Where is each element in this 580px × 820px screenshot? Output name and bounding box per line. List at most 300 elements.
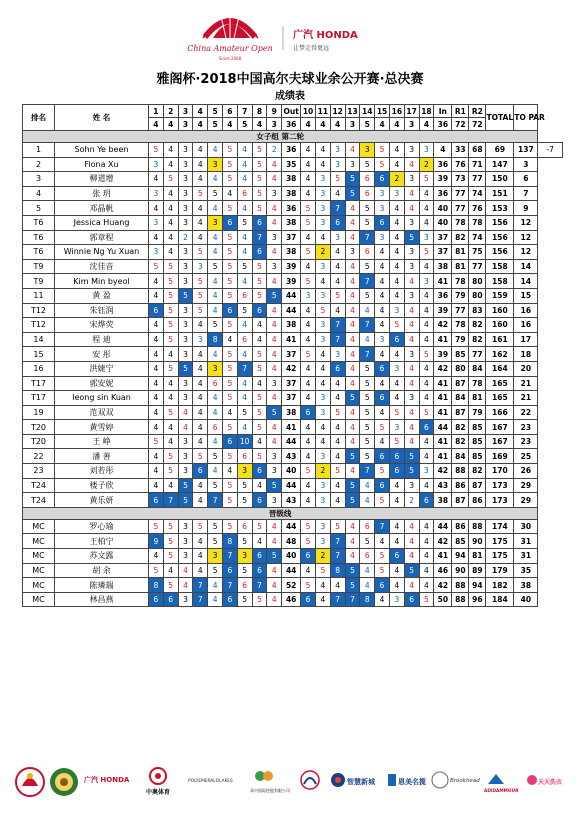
hole-header: 16 <box>389 105 404 118</box>
hole-score: 4 <box>375 434 390 449</box>
hole-header: 7 <box>237 105 252 118</box>
hole-score: 2 <box>404 493 419 508</box>
in-score: 41 <box>434 434 452 449</box>
in-score: 36 <box>434 157 452 172</box>
hole-score: 4 <box>330 478 345 493</box>
round-score: 75 <box>469 245 486 260</box>
hole-score: 6 <box>149 592 164 607</box>
out-score: 38 <box>282 405 301 420</box>
hole-score: 6 <box>222 592 237 607</box>
hole-score: 5 <box>163 288 178 303</box>
to-par-score: 7 <box>514 186 538 201</box>
hole-score: 7 <box>252 578 267 593</box>
par-header: 4 <box>315 118 330 131</box>
hole-score: 5 <box>163 549 178 564</box>
in-score: 36 <box>434 288 452 303</box>
to-par-score: 35 <box>514 563 538 578</box>
player-name: Kim Min byeol <box>55 274 149 289</box>
hole-score: 5 <box>222 157 237 172</box>
par-header: 72 <box>452 118 469 131</box>
total-score: 175 <box>486 549 514 564</box>
hole-score: 5 <box>389 434 404 449</box>
round-score: 82 <box>469 332 486 347</box>
hole-score: 6 <box>360 549 375 564</box>
hole-score: 4 <box>389 157 404 172</box>
player-name: 王柏宁 <box>55 534 149 549</box>
hole-score: 4 <box>163 391 178 406</box>
player-name: 陈璘瑞 <box>55 578 149 593</box>
out-score: 38 <box>282 172 301 187</box>
player-name: 王 峥 <box>55 434 149 449</box>
hole-score: 4 <box>252 478 267 493</box>
hole-score: 5 <box>208 563 223 578</box>
hole-score: 4 <box>301 318 316 333</box>
hole-score: 5 <box>301 274 316 289</box>
hole-score: 3 <box>315 318 330 333</box>
hole-score: 4 <box>330 303 345 318</box>
hole-score: 6 <box>375 361 390 376</box>
hole-header: R1 <box>452 105 469 118</box>
hole-score: 5 <box>252 449 267 464</box>
hole-score: 5 <box>222 493 237 508</box>
hole-score: 5 <box>301 347 316 362</box>
hole-score: 3 <box>315 493 330 508</box>
out-score: 44 <box>282 563 301 578</box>
hole-score: 4 <box>193 420 208 435</box>
hole-score: 5 <box>252 519 267 534</box>
hole-score: 5 <box>222 172 237 187</box>
in-score: 4 <box>434 143 452 158</box>
hole-score: 5 <box>315 303 330 318</box>
hole-score: 3 <box>267 493 282 508</box>
hole-score: 3 <box>345 245 360 260</box>
hole-score: 9 <box>149 534 164 549</box>
hole-score: 3 <box>419 274 434 289</box>
hole-score: 4 <box>193 563 208 578</box>
hole-score: 4 <box>149 549 164 564</box>
hole-score: 5 <box>208 318 223 333</box>
hole-score: 5 <box>375 143 390 158</box>
hole-score: 4 <box>419 376 434 391</box>
hole-score: 3 <box>315 201 330 216</box>
hole-score: 4 <box>419 549 434 564</box>
hole-score: 4 <box>267 245 282 260</box>
hole-score: 4 <box>419 201 434 216</box>
player-position: T17 <box>23 391 55 406</box>
hole-score: 5 <box>330 464 345 479</box>
hole-score: 5 <box>419 245 434 260</box>
par-header: 4 <box>330 118 345 131</box>
to-par-score: 12 <box>514 230 538 245</box>
hole-score: 5 <box>252 361 267 376</box>
hole-score: 5 <box>252 347 267 362</box>
hole-score: 4 <box>193 549 208 564</box>
hole-score: 4 <box>345 274 360 289</box>
round-score: 90 <box>452 563 469 578</box>
player-row <box>23 303 563 318</box>
hole-score: 3 <box>404 478 419 493</box>
round-score: 96 <box>469 592 486 607</box>
hole-score: 4 <box>330 259 345 274</box>
hole-score: 3 <box>267 449 282 464</box>
hole-score: 5 <box>222 361 237 376</box>
hole-score: 4 <box>315 434 330 449</box>
hole-score: 6 <box>237 288 252 303</box>
hole-score: 4 <box>149 347 164 362</box>
round-score: 87 <box>452 405 469 420</box>
player-row <box>23 578 563 593</box>
sponsor-slogan: 让梦走得更远 <box>293 45 330 52</box>
hole-score: 4 <box>330 376 345 391</box>
player-name: 沈佳音 <box>55 259 149 274</box>
hole-header: 1 <box>149 105 164 118</box>
hole-score: 3 <box>360 143 375 158</box>
round-score: 74 <box>469 186 486 201</box>
player-row <box>23 259 563 274</box>
par-header: 3 <box>267 118 282 131</box>
footer-emblem-4 <box>255 771 273 781</box>
name-header: 姓 名 <box>55 105 149 131</box>
hole-score: 4 <box>389 288 404 303</box>
round-score: 82 <box>469 318 486 333</box>
total-score: 174 <box>486 519 514 534</box>
player-position: MC <box>23 519 55 534</box>
hole-score: 5 <box>149 143 164 158</box>
player-row <box>23 563 563 578</box>
hole-score: 4 <box>389 478 404 493</box>
to-par-score: 21 <box>514 391 538 406</box>
hole-score: 5 <box>163 464 178 479</box>
hole-score: 4 <box>237 391 252 406</box>
par-header: 4 <box>222 118 237 131</box>
hole-score: 7 <box>345 592 360 607</box>
hole-score: 4 <box>389 493 404 508</box>
hole-score: 6 <box>208 376 223 391</box>
footer-emblem-9 <box>488 774 504 784</box>
hole-score: 4 <box>301 303 316 318</box>
hole-score: 4 <box>345 347 360 362</box>
hole-header: 2 <box>163 105 178 118</box>
round-score: 81 <box>452 259 469 274</box>
to-par-score: 31 <box>514 549 538 564</box>
hole-score: 5 <box>237 493 252 508</box>
footer-sponsor-zhihui: 智慧新城 <box>347 778 375 786</box>
hole-score: 4 <box>149 391 164 406</box>
hole-score: 4 <box>267 434 282 449</box>
player-row <box>23 464 563 479</box>
hole-score: 6 <box>222 303 237 318</box>
hole-score: 3 <box>315 534 330 549</box>
total-score: 169 <box>486 449 514 464</box>
hole-score: 3 <box>315 288 330 303</box>
hole-score: 4 <box>208 288 223 303</box>
footer-sponsor-brookhead: Brookhead <box>450 778 480 784</box>
hole-score: 4 <box>315 157 330 172</box>
hole-score: 4 <box>163 186 178 201</box>
player-name: 胡 余 <box>55 563 149 578</box>
player-row <box>23 478 563 493</box>
hole-score: 4 <box>389 201 404 216</box>
hole-score: 4 <box>345 259 360 274</box>
hole-score: 4 <box>301 157 316 172</box>
round-score: 88 <box>452 464 469 479</box>
hole-score: 5 <box>222 274 237 289</box>
player-position: 14 <box>23 332 55 347</box>
hole-score: 4 <box>419 332 434 347</box>
round-score: 88 <box>469 519 486 534</box>
round-score: 84 <box>452 391 469 406</box>
player-name: Ieong sin Kuan <box>55 391 149 406</box>
hole-score: 4 <box>252 434 267 449</box>
footer-emblem-5 <box>301 771 319 789</box>
hole-score: 3 <box>178 592 193 607</box>
to-par-score: 29 <box>514 493 538 508</box>
player-position: 19 <box>23 405 55 420</box>
hole-score: 4 <box>301 361 316 376</box>
to-par-score: 16 <box>514 303 538 318</box>
hole-score: 4 <box>419 578 434 593</box>
hole-score: 5 <box>149 519 164 534</box>
hole-score: 7 <box>330 549 345 564</box>
hole-score: 4 <box>208 347 223 362</box>
hole-score: 5 <box>237 303 252 318</box>
round-score: 82 <box>452 434 469 449</box>
hole-score: 4 <box>389 259 404 274</box>
hole-score: 2 <box>267 143 282 158</box>
round-score: 88 <box>452 578 469 593</box>
footer-sponsor-tiantian: 天天洗衣 <box>538 779 563 786</box>
hole-score: 5 <box>237 215 252 230</box>
player-position: 4 <box>23 186 55 201</box>
par-header: 4 <box>193 118 208 131</box>
hole-score: 7 <box>360 274 375 289</box>
hole-score: 8 <box>330 563 345 578</box>
hole-score: 5 <box>222 318 237 333</box>
hole-score: 3 <box>404 347 419 362</box>
to-par-score: 29 <box>514 478 538 493</box>
hole-score: 4 <box>330 245 345 260</box>
player-row <box>23 288 563 303</box>
hole-score: 3 <box>178 318 193 333</box>
round-score: 83 <box>469 303 486 318</box>
in-score: 41 <box>434 376 452 391</box>
hole-score: 4 <box>345 519 360 534</box>
to-par-score: 18 <box>514 347 538 362</box>
hole-score: 4 <box>375 274 390 289</box>
footer-sponsor-honda: 广汽 HONDA <box>84 776 130 784</box>
footer-emblem-10 <box>527 775 537 785</box>
round-score: 73 <box>452 172 469 187</box>
out-score: 38 <box>282 215 301 230</box>
round-score: 77 <box>452 186 469 201</box>
player-row <box>23 391 563 406</box>
hole-score: 5 <box>360 434 375 449</box>
hole-score: 6 <box>222 434 237 449</box>
hole-score: 4 <box>389 391 404 406</box>
hole-score: 5 <box>360 201 375 216</box>
player-position: T20 <box>23 434 55 449</box>
hole-score: 4 <box>237 420 252 435</box>
hole-score: 4 <box>267 157 282 172</box>
player-row <box>23 519 563 534</box>
hole-number-row <box>23 105 563 118</box>
hole-header: 11 <box>315 105 330 118</box>
hole-score: 6 <box>389 332 404 347</box>
hole-score: 3 <box>315 215 330 230</box>
hole-score: 4 <box>404 361 419 376</box>
hole-score: 2 <box>315 464 330 479</box>
out-score: 41 <box>282 420 301 435</box>
total-score: 158 <box>486 274 514 289</box>
hole-score: 5 <box>208 186 223 201</box>
hole-score: 4 <box>345 434 360 449</box>
round-score: 77 <box>452 303 469 318</box>
hole-score: 3 <box>375 332 390 347</box>
round-score: 78 <box>452 215 469 230</box>
hole-score: 4 <box>178 420 193 435</box>
par-header: 4 <box>389 118 404 131</box>
round-score: 78 <box>469 376 486 391</box>
hole-score: 4 <box>345 288 360 303</box>
round-score: 86 <box>469 493 486 508</box>
to-par-score: 22 <box>514 405 538 420</box>
hole-score: 5 <box>208 478 223 493</box>
hole-score: 3 <box>389 592 404 607</box>
hole-score: 7 <box>163 493 178 508</box>
footer-sponsor-poly: POLYEMERALDLAKES <box>188 779 233 784</box>
player-position: 23 <box>23 464 55 479</box>
player-position: MC <box>23 549 55 564</box>
hole-score: 3 <box>178 215 193 230</box>
hole-score: 5 <box>360 420 375 435</box>
player-position: T9 <box>23 274 55 289</box>
player-position: T6 <box>23 215 55 230</box>
hole-score: 4 <box>419 519 434 534</box>
hole-score: 4 <box>375 405 390 420</box>
hole-score: 5 <box>389 405 404 420</box>
hole-score: 3 <box>330 157 345 172</box>
hole-score: 4 <box>301 143 316 158</box>
scoreboard-table <box>22 104 563 607</box>
footer-emblem-7 <box>388 774 396 786</box>
hole-score: 5 <box>222 288 237 303</box>
hole-score: 5 <box>345 493 360 508</box>
hole-score: 6 <box>252 245 267 260</box>
hole-score: 4 <box>267 578 282 593</box>
in-score: 41 <box>434 549 452 564</box>
hole-score: 4 <box>404 405 419 420</box>
hole-score: 7 <box>360 230 375 245</box>
player-row <box>23 143 563 158</box>
hole-score: 6 <box>149 493 164 508</box>
hole-score: 3 <box>149 245 164 260</box>
hole-header: 14 <box>360 105 375 118</box>
hole-score: 3 <box>178 274 193 289</box>
hole-score: 3 <box>375 186 390 201</box>
player-row <box>23 534 563 549</box>
hole-score: 5 <box>252 157 267 172</box>
hole-score: 5 <box>222 143 237 158</box>
hole-score: 5 <box>237 592 252 607</box>
hole-score: 4 <box>404 332 419 347</box>
total-score: 173 <box>486 478 514 493</box>
hole-score: 3 <box>315 391 330 406</box>
in-score: 37 <box>434 230 452 245</box>
hole-score: 5 <box>222 347 237 362</box>
hole-score: 4 <box>389 563 404 578</box>
round-score: 80 <box>452 361 469 376</box>
hole-header: 13 <box>345 105 360 118</box>
to-par-score: 23 <box>514 434 538 449</box>
hole-score: 5 <box>301 215 316 230</box>
hole-score: 5 <box>301 519 316 534</box>
out-score: 40 <box>282 549 301 564</box>
hole-score: 5 <box>375 549 390 564</box>
player-name: 张 玥 <box>55 186 149 201</box>
player-name: 苏文露 <box>55 549 149 564</box>
player-row <box>23 201 563 216</box>
round-score: 82 <box>452 420 469 435</box>
hole-score: 4 <box>330 493 345 508</box>
total-score: 179 <box>486 563 514 578</box>
out-score: 44 <box>282 519 301 534</box>
hole-score: 6 <box>404 592 419 607</box>
par-header: 36 <box>434 118 452 131</box>
out-score: 36 <box>282 143 301 158</box>
hole-score: 4 <box>315 578 330 593</box>
hole-score: 4 <box>389 376 404 391</box>
total-score: 161 <box>486 332 514 347</box>
in-score: 41 <box>434 391 452 406</box>
hole-score: 3 <box>404 259 419 274</box>
hole-score: 4 <box>419 288 434 303</box>
hole-score: 6 <box>252 215 267 230</box>
hole-score: 3 <box>178 519 193 534</box>
hole-score: 3 <box>193 259 208 274</box>
hole-score: 7 <box>330 318 345 333</box>
hole-score: 4 <box>419 318 434 333</box>
hole-score: 7 <box>330 332 345 347</box>
round-score: 80 <box>469 274 486 289</box>
out-score: 44 <box>282 288 301 303</box>
out-score: 46 <box>282 592 301 607</box>
hole-score: 4 <box>301 332 316 347</box>
in-score: 38 <box>434 493 452 508</box>
hole-score: 5 <box>404 464 419 479</box>
hole-score: 4 <box>208 464 223 479</box>
hole-score: 4 <box>419 259 434 274</box>
hole-score: 3 <box>149 157 164 172</box>
hole-score: 4 <box>193 157 208 172</box>
out-score: 37 <box>282 376 301 391</box>
hole-score: 7 <box>360 464 375 479</box>
hole-score: 3 <box>267 464 282 479</box>
hole-score: 4 <box>419 391 434 406</box>
hole-score: 4 <box>404 578 419 593</box>
hole-score: 3 <box>178 303 193 318</box>
player-row <box>23 434 563 449</box>
out-score: 37 <box>282 347 301 362</box>
hole-score: 4 <box>208 245 223 260</box>
hole-score: 4 <box>267 274 282 289</box>
round-score: 78 <box>452 318 469 333</box>
hole-score: 5 <box>163 361 178 376</box>
hole-score: 5 <box>252 186 267 201</box>
hole-score: 5 <box>222 201 237 216</box>
hole-score: 5 <box>149 259 164 274</box>
to-par-score: 12 <box>514 215 538 230</box>
hole-score: 4 <box>178 563 193 578</box>
